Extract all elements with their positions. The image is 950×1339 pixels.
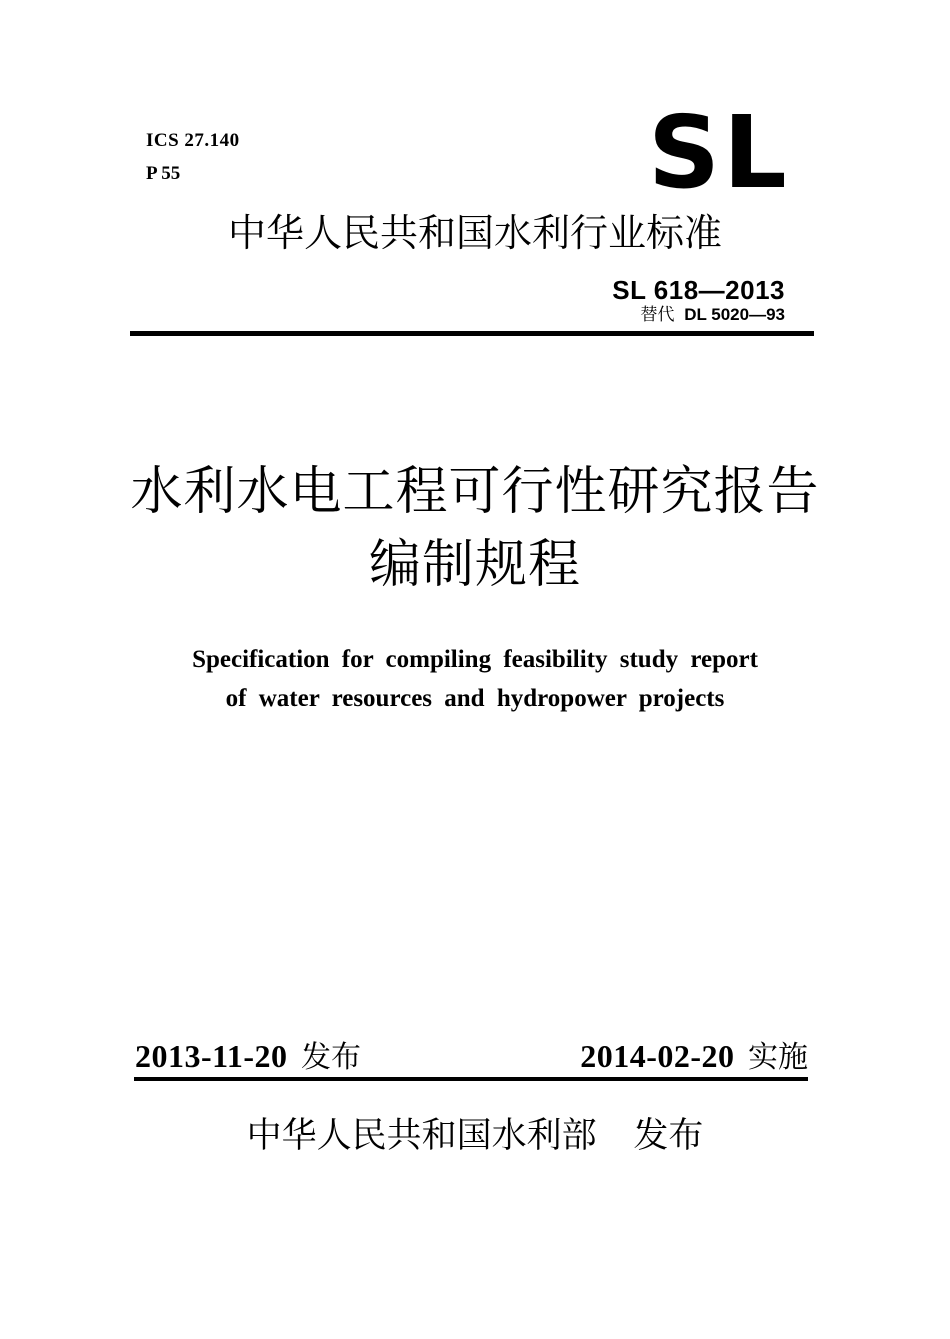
replaces-prefix: 替代 (640, 305, 675, 324)
top-divider-rule (130, 331, 814, 336)
publisher-row (0, 1112, 950, 1160)
sl-logo: SL (648, 94, 790, 211)
standard-number: SL 618—2013 (612, 275, 785, 305)
publish-date: 2013-11-20 (135, 1038, 288, 1074)
replaced-standard: DL 5020—93 (684, 305, 785, 324)
bottom-divider-rule (134, 1077, 808, 1081)
implement-date: 2014-02-20 (580, 1038, 735, 1074)
publish-date-label: 发布 (301, 1041, 361, 1074)
ics-code: ICS 27.140 (146, 130, 240, 151)
main-title-line-1: 水利水电工程可行性研究报告 (130, 463, 820, 521)
standard-category-title: 中华人民共和国水利行业标准 (227, 213, 722, 255)
publish-date-group (135, 1032, 361, 1076)
english-title-line-1: Specification for compiling feasibility study report (192, 646, 758, 673)
main-title-line-2: 编制规程 (368, 536, 581, 594)
english-title-line-2: of water resources and hydropower projects (225, 685, 725, 712)
implement-date-label: 实施 (748, 1041, 808, 1074)
publisher-name: 中华人民共和国水利部 (246, 1116, 597, 1155)
main-title (0, 456, 950, 602)
issue-label: 发布 (633, 1116, 704, 1155)
classification-code: P 55 (146, 163, 181, 184)
standard-number-block (612, 277, 785, 324)
dates-row (135, 1032, 808, 1076)
implement-date-group (580, 1032, 808, 1076)
english-title (0, 640, 950, 718)
replaced-standard-line (612, 305, 785, 324)
